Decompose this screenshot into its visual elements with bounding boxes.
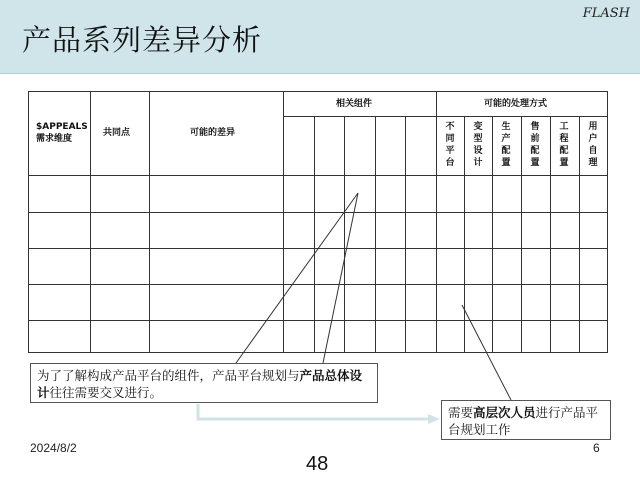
- note-platform-components: 为了了解构成产品平台的组件，产品平台规划与产品总体设计往往需要交叉进行。: [30, 363, 378, 403]
- connector-arrow: [198, 404, 430, 419]
- note-senior-staff: 需要高层次人员进行产品平台规划工作: [441, 400, 611, 440]
- method-presales-config: 售前配置: [530, 122, 540, 168]
- method-different-platform: 不同平台: [445, 122, 455, 168]
- header-methods: 可能的处理方式: [484, 99, 548, 109]
- method-production-config: 生产配置: [501, 122, 511, 168]
- header-difference: 可能的差异: [190, 128, 236, 138]
- method-engineering-config: 工程配置: [559, 122, 569, 168]
- footer-date: 2024/8/2: [30, 441, 77, 455]
- slide-number: 6: [593, 441, 600, 455]
- brand-label: FLASH: [582, 6, 630, 21]
- header-appeals: $APPEALS 需求维度: [36, 122, 88, 144]
- method-user-self: 用户自理: [588, 122, 598, 168]
- header-components: 相关组件: [336, 99, 373, 109]
- slide-title: 产品系列差异分析: [22, 23, 263, 57]
- page-number: 48: [306, 453, 329, 475]
- header-common: 共同点: [103, 128, 131, 138]
- method-variant-design: 变型设计: [473, 122, 483, 168]
